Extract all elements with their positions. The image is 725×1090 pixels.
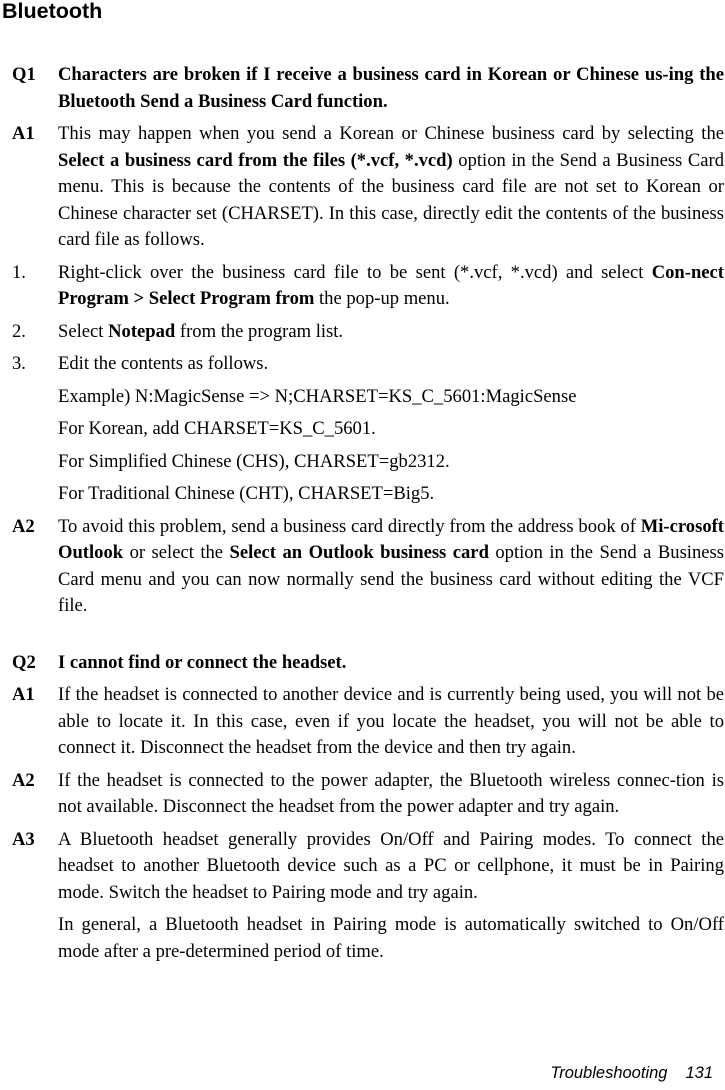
- step-number: 2.: [12, 320, 26, 342]
- section-title: Bluetooth: [2, 0, 103, 23]
- product-name: Mi-crosoft Outlook: [58, 515, 724, 563]
- answer-label: A1: [12, 123, 35, 144]
- chapter-name: Troubleshooting: [550, 1064, 668, 1082]
- answer-label: A3: [12, 828, 35, 850]
- menu-option-name: Select an Outlook business card: [229, 542, 489, 563]
- answer-label: A1: [12, 684, 35, 705]
- answer-1: [12, 121, 724, 254]
- question-2: [12, 650, 724, 677]
- question-1: [12, 62, 724, 115]
- step-number: 1.: [12, 261, 26, 283]
- step-number: 3.: [12, 353, 26, 374]
- example-line: Example) N:MagicSense => N;CHARSET=KS_C_5601:MagicSense: [58, 385, 577, 407]
- answer-1: [12, 682, 724, 762]
- answer-2: [12, 768, 724, 821]
- program-name: Notepad: [108, 320, 176, 342]
- question-text: I cannot find or connect the headset.: [58, 651, 347, 673]
- step-text: Right-click over the business card file to be sent (*.vcf, *.vcd) and select Con-nect Program > Select Program from the pop-up menu.: [58, 261, 724, 309]
- menu-path: Con-nect Program > Select Program from: [58, 261, 724, 309]
- answer-label: A2: [12, 515, 35, 537]
- answer-text: If the headset is connected to the power adapter, the Bluetooth wireless connec-tion is not available. Disconnect the headset from the power adapter and try again.: [58, 769, 724, 817]
- step-1: [12, 260, 724, 313]
- step-text: Edit the contents as follows.: [58, 353, 269, 374]
- page-number: 131: [685, 1064, 713, 1082]
- answer-note: In general, a Bluetooth headset in Pairing mode is automatically switched to On/Off mode after a pre-determined period of time.: [58, 914, 724, 962]
- answer-label: A2: [12, 769, 35, 791]
- menu-option-name: Select a business card from the files (*.vcf, *.vcd): [58, 149, 453, 171]
- step-text: Select Notepad from the program list.: [58, 320, 344, 342]
- step-3: [12, 351, 724, 378]
- page-footer: [550, 1063, 713, 1083]
- question-label: Q2: [12, 651, 36, 673]
- page-content: [12, 62, 724, 971]
- question-label: Q1: [12, 64, 36, 85]
- step-2: [12, 319, 724, 346]
- answer-text: If the headset is connected to another device and is currently being used, you will not be able to locate it. In this case, even if you locate the headset, you will not be able to connect it. Disconnect the headset from the device and then try again.: [58, 684, 724, 758]
- example-line: For Simplified Chinese (CHS), CHARSET=gb2312.: [58, 450, 450, 472]
- example-line: For Korean, add CHARSET=KS_C_5601.: [58, 418, 376, 439]
- answer-3: [12, 827, 724, 907]
- answer-text: A Bluetooth headset generally provides On/Off and Pairing modes. To connect the headset to another Bluetooth device such as a PC or cellphone, it must be in Pairing mode. Switch the headset to Pairing mode and try again.: [58, 828, 724, 903]
- answer-text: This may happen when you send a Korean or Chinese business card by selecting the Select a business card from the files (*.vcf, *.vcd) option in the Send a Business Card menu. This is because the contents of the business card file are not set to Korean or Chinese character set (CHARSET). In this case, directly edit the contents of the business card file as follows.: [58, 123, 724, 250]
- answer-2: [12, 514, 724, 620]
- question-text: Characters are broken if I receive a business card in Korean or Chinese us-ing the Bluetooth Send a Business Card function.: [58, 64, 724, 112]
- example-line: For Traditional Chinese (CHT), CHARSET=Big5.: [58, 483, 435, 504]
- answer-text: To avoid this problem, send a business card directly from the address book of Mi-crosoft Outlook or select the Select an Outlook business card option in the Send a Business Card menu and you can now normally send the business card without editing the VCF file.: [58, 515, 724, 616]
